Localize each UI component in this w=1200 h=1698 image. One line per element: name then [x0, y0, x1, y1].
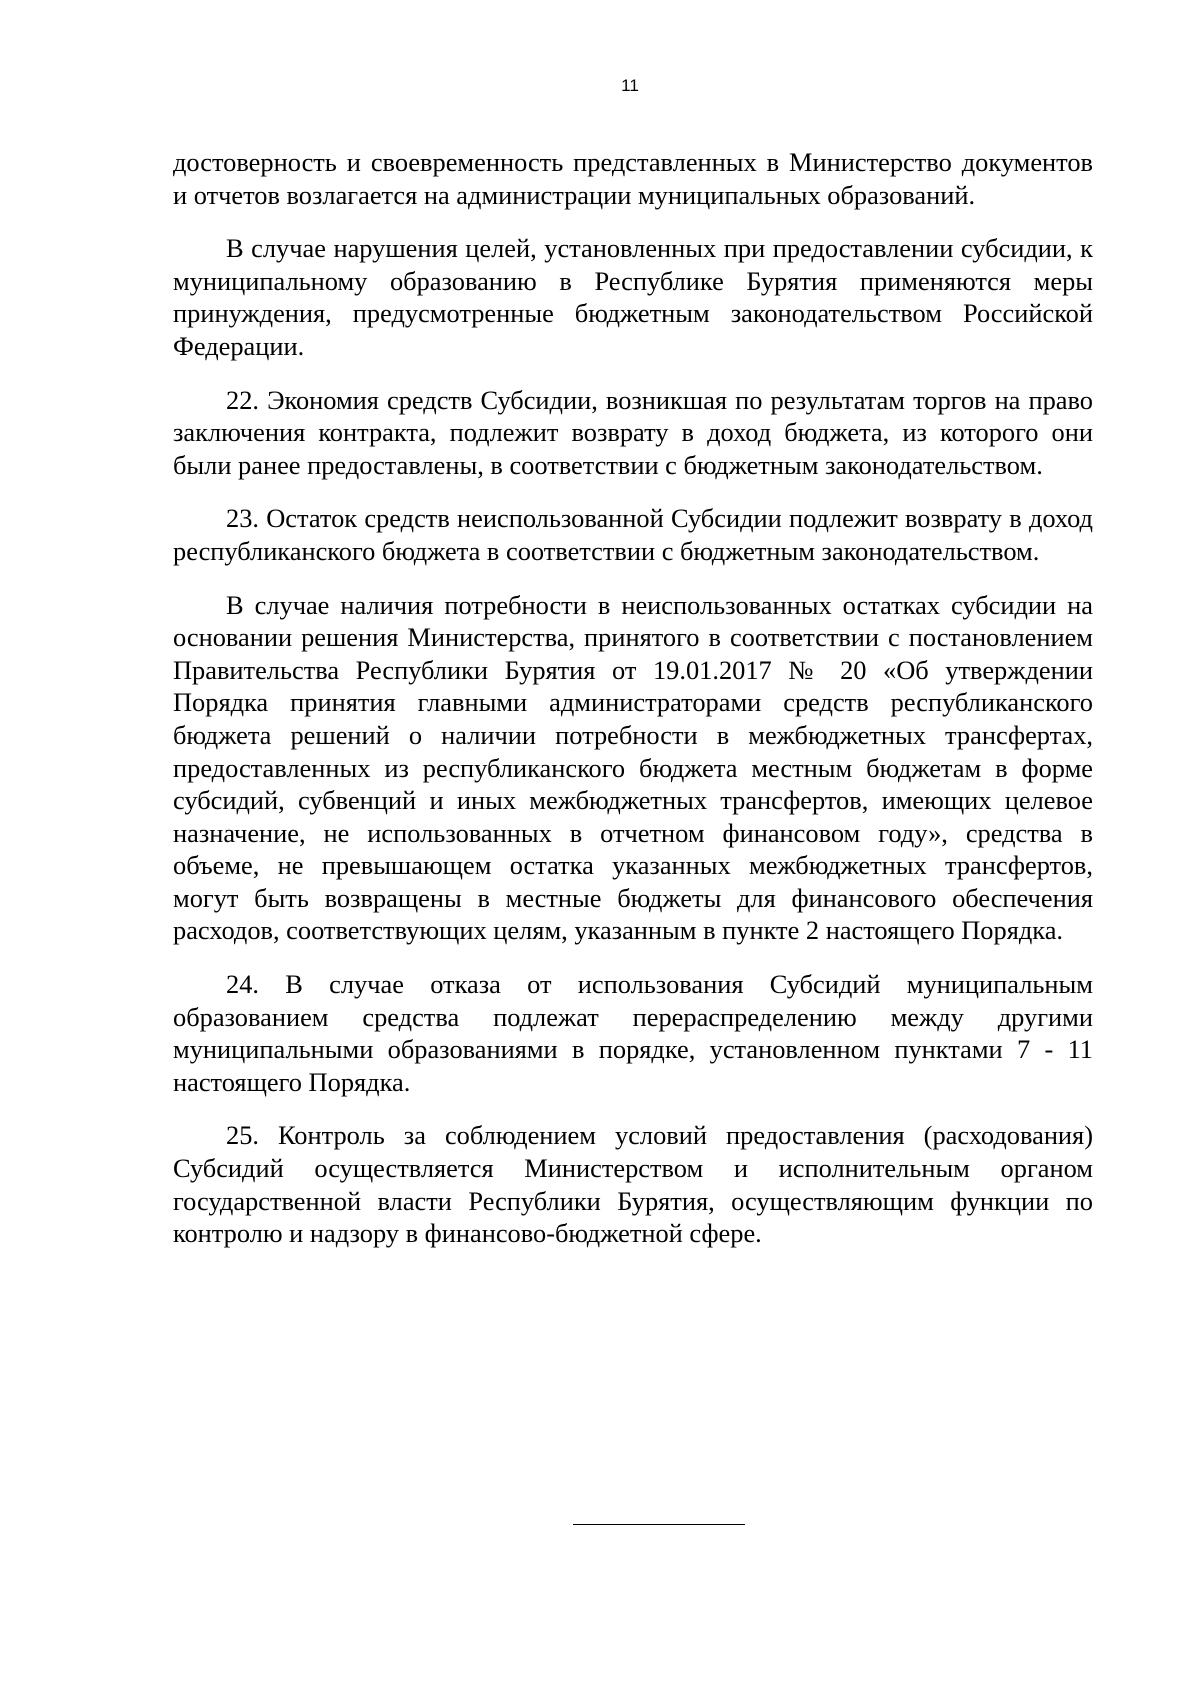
paragraph-violation-measures: В случае нарушения целей, установленных при предоставлении субсидии, к муниципальному образованию в Республике Бурятия применяются меры принуждения, предусмотренные бюджетным законодательством Российской Федерации.	[173, 233, 1093, 361]
paragraph-23: 23. Остаток средств неиспользованной Субсидии подлежит возврату в доход республиканского бюджета в соответствии с бюджетным законодательством.	[173, 503, 1093, 566]
paragraph-25: 25. Контроль за соблюдением условий предоставления (расходования) Субсидий осуществляется Министерством и исполнительным органом государственной власти Республики Бурятия, осуществляющим функции по контролю и надзору в финансово-бюджетной сфере.	[173, 1120, 1093, 1249]
document-body	[173, 146, 1093, 1271]
paragraph-continuation: достоверность и своевременность представленных в Министерство документов и отчетов возлагается на администрации муниципальных образований.	[173, 147, 1093, 210]
paragraph-unused-balance: В случае наличия потребности в неиспользованных остатках субсидии на основании решения Министерства, принятого в соответствии с постановлением Правительства Республики Бурятия от 19.01.2017 № 20 «Об утверждении Порядка принятия главными администраторами средств республиканского бюджета решений о наличии потребности в межбюджетных трансфертах, предоставленных из республиканского бюджета местным бюджетам в форме субсидий, субвенций и иных межбюджетных трансфертов, имеющих целевое назначение, не использованных в отчетном финансовом году», средства в объеме, не превышающем остатка указанных межбюджетных трансфертов, могут быть возвращены в местные бюджеты для финансового обеспечения расходов, соответствующих целям, указанным в пункте 2 настоящего Порядка.	[173, 589, 1093, 946]
paragraph-24: 24. В случае отказа от использования Субсидий муниципальным образованием средства подлежат перераспределению между другими муниципальными образованиями в порядке, установленном пунктами 7 - 11 настоящего Порядка.	[173, 969, 1093, 1097]
end-of-document-rule	[573, 1524, 745, 1525]
page-number: 11	[621, 76, 639, 95]
paragraph-22: 22. Экономия средств Субсидии, возникшая по результатам торгов на право заключения контракта, подлежит возврату в доход бюджета, из которого они были ранее предоставлены, в соответствии с бюджетным законодательством.	[173, 384, 1093, 480]
